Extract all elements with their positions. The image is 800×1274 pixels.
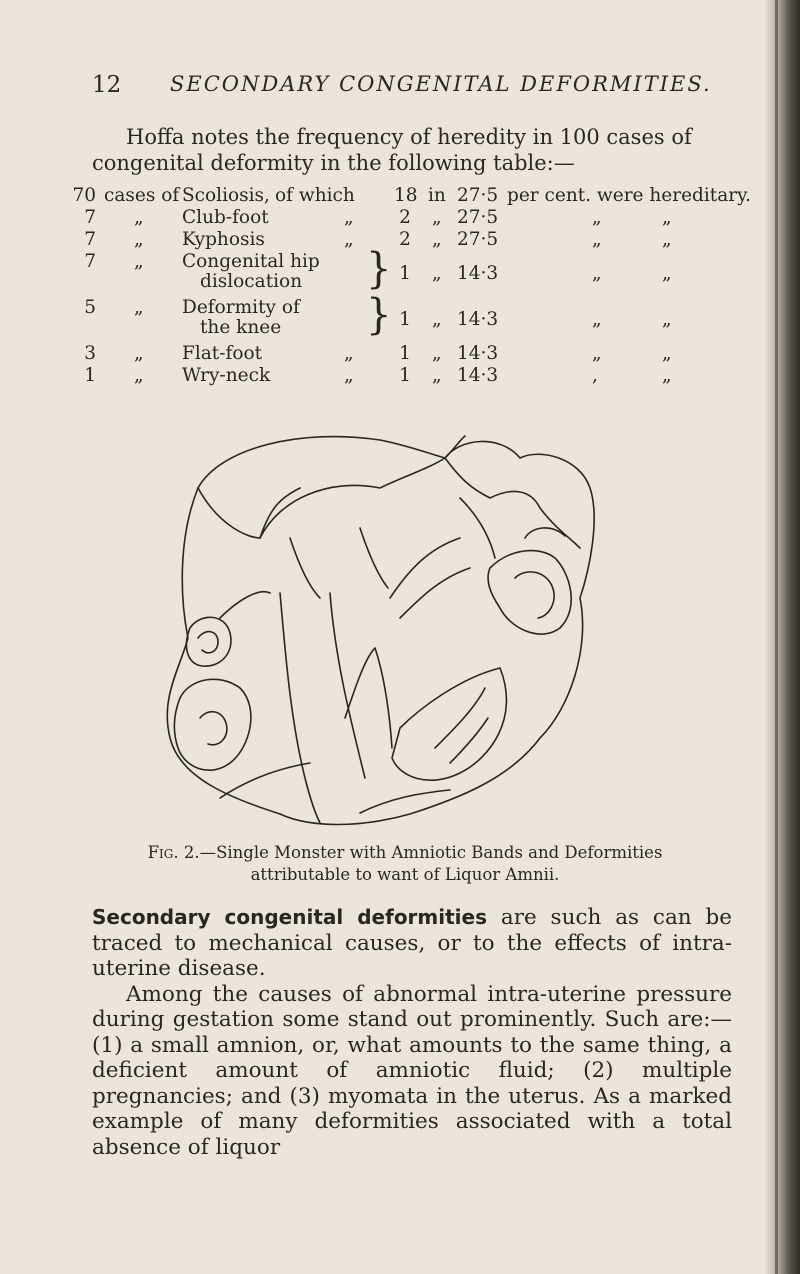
table-row [72, 185, 751, 209]
ditto-mark: „ [592, 207, 602, 228]
row-of-which: of which [275, 185, 355, 206]
row-deformity-line2: dislocation [200, 271, 303, 292]
monster-illustration [160, 418, 630, 850]
row-percent: 27·5 [457, 229, 499, 250]
ditto-mark: „ [432, 343, 442, 364]
table-row [82, 244, 722, 295]
row-deformity-line1: Congenital hip [182, 251, 320, 272]
lead-heading: Secondary congenital deformities [92, 905, 487, 929]
figure-label: Fig. 2. [147, 843, 200, 862]
row-deformity: Wry-neck [182, 365, 271, 386]
row-cases-label: cases of [104, 185, 180, 206]
body-text [92, 905, 732, 1160]
ditto-mark: „ [134, 251, 144, 272]
ditto-mark: „ [344, 229, 354, 250]
table-row [82, 365, 722, 389]
row-deformity: Flat-foot [182, 343, 263, 364]
ditto-mark: „ [592, 229, 602, 250]
ditto-mark: , [592, 365, 598, 386]
figure-caption [100, 842, 710, 886]
paragraph-1-rest: are such as can be traced to mechanical causes, or to the effects of intra-uterine disease. [92, 905, 732, 981]
row-percent: 14·3 [457, 365, 499, 386]
table-row [82, 343, 722, 367]
row-hereditary-count: 1 [399, 309, 411, 330]
intro-text: Hoffa notes the frequency of heredity in 100 cases of congenital deformity in the following table:— [92, 125, 692, 175]
row-count: 7 [84, 207, 96, 228]
ditto-mark: „ [662, 207, 672, 228]
page-number: 12 [92, 72, 122, 98]
row-hereditary-count: 1 [399, 343, 411, 364]
row-deformity-line2: the knee [200, 317, 282, 338]
running-head: SECONDARY CONGENITAL DEFORMITIES. [170, 72, 712, 96]
ditto-mark: „ [432, 207, 442, 228]
row-percent: 14·3 [457, 263, 499, 284]
ditto-mark: „ [134, 207, 144, 228]
row-in: in [428, 185, 446, 206]
row-count: 5 [84, 297, 96, 318]
ditto-mark: „ [662, 229, 672, 250]
ditto-mark: „ [662, 365, 672, 386]
row-hereditary-count: 1 [399, 263, 411, 284]
brace-mark: } [366, 290, 392, 340]
row-percent: 14·3 [457, 343, 499, 364]
ditto-mark: „ [432, 309, 442, 330]
page-edge-line [775, 0, 778, 1274]
ditto-mark: „ [432, 229, 442, 250]
ditto-mark: „ [344, 207, 354, 228]
ditto-mark: „ [134, 229, 144, 250]
row-hereditary-count: 2 [399, 229, 411, 250]
row-hereditary-count: 2 [399, 207, 411, 228]
table-row [82, 290, 722, 341]
row-count: 1 [84, 365, 96, 386]
table-row [82, 207, 722, 231]
row-count: 70 [72, 185, 96, 206]
row-deformity: Club-foot [182, 207, 269, 228]
ditto-mark: „ [662, 263, 672, 284]
row-count: 7 [84, 229, 96, 250]
ditto-mark: „ [134, 297, 144, 318]
ditto-mark: „ [344, 365, 354, 386]
row-hereditary-count: 18 [394, 185, 418, 206]
ditto-mark: „ [432, 263, 442, 284]
ditto-mark: „ [592, 343, 602, 364]
ditto-mark: „ [134, 343, 144, 364]
row-percent: 27·5 [457, 185, 499, 206]
row-deformity: Scoliosis, [182, 185, 270, 206]
page-edge-shadow [764, 0, 800, 1274]
paragraph-1 [92, 905, 732, 982]
row-count: 7 [84, 251, 96, 272]
row-percent: 14·3 [457, 309, 499, 330]
ditto-mark: „ [662, 309, 672, 330]
row-count: 3 [84, 343, 96, 364]
ditto-mark: „ [134, 365, 144, 386]
ditto-mark: „ [592, 263, 602, 284]
row-deformity: Kyphosis [182, 229, 265, 250]
figure-caption-text: —Single Monster with Amniotic Bands and Deformities attributable to want of Liquor Amnii. [199, 843, 663, 884]
row-deformity-line1: Deformity of [182, 297, 300, 318]
ditto-mark: „ [344, 343, 354, 364]
intro-paragraph [92, 124, 732, 176]
row-tail: per cent. were hereditary. [507, 185, 751, 206]
row-percent: 27·5 [457, 207, 499, 228]
paragraph-2: Among the causes of abnormal intra-uterine pressure during gestation some stand out prominently. Such are:—(1) a small amnion, or, what amounts to the same thing, a deficient amount of amniotic fluid; (2) multiple pregnancies; and (3) myomata in the uterus. As a marked example of many deformities associated with a total absence of liquor [92, 981, 732, 1160]
ditto-mark: „ [592, 309, 602, 330]
ditto-mark: „ [662, 343, 672, 364]
ditto-mark: „ [432, 365, 442, 386]
table-row [82, 229, 722, 253]
brace-mark: } [366, 244, 392, 294]
row-hereditary-count: 1 [399, 365, 411, 386]
